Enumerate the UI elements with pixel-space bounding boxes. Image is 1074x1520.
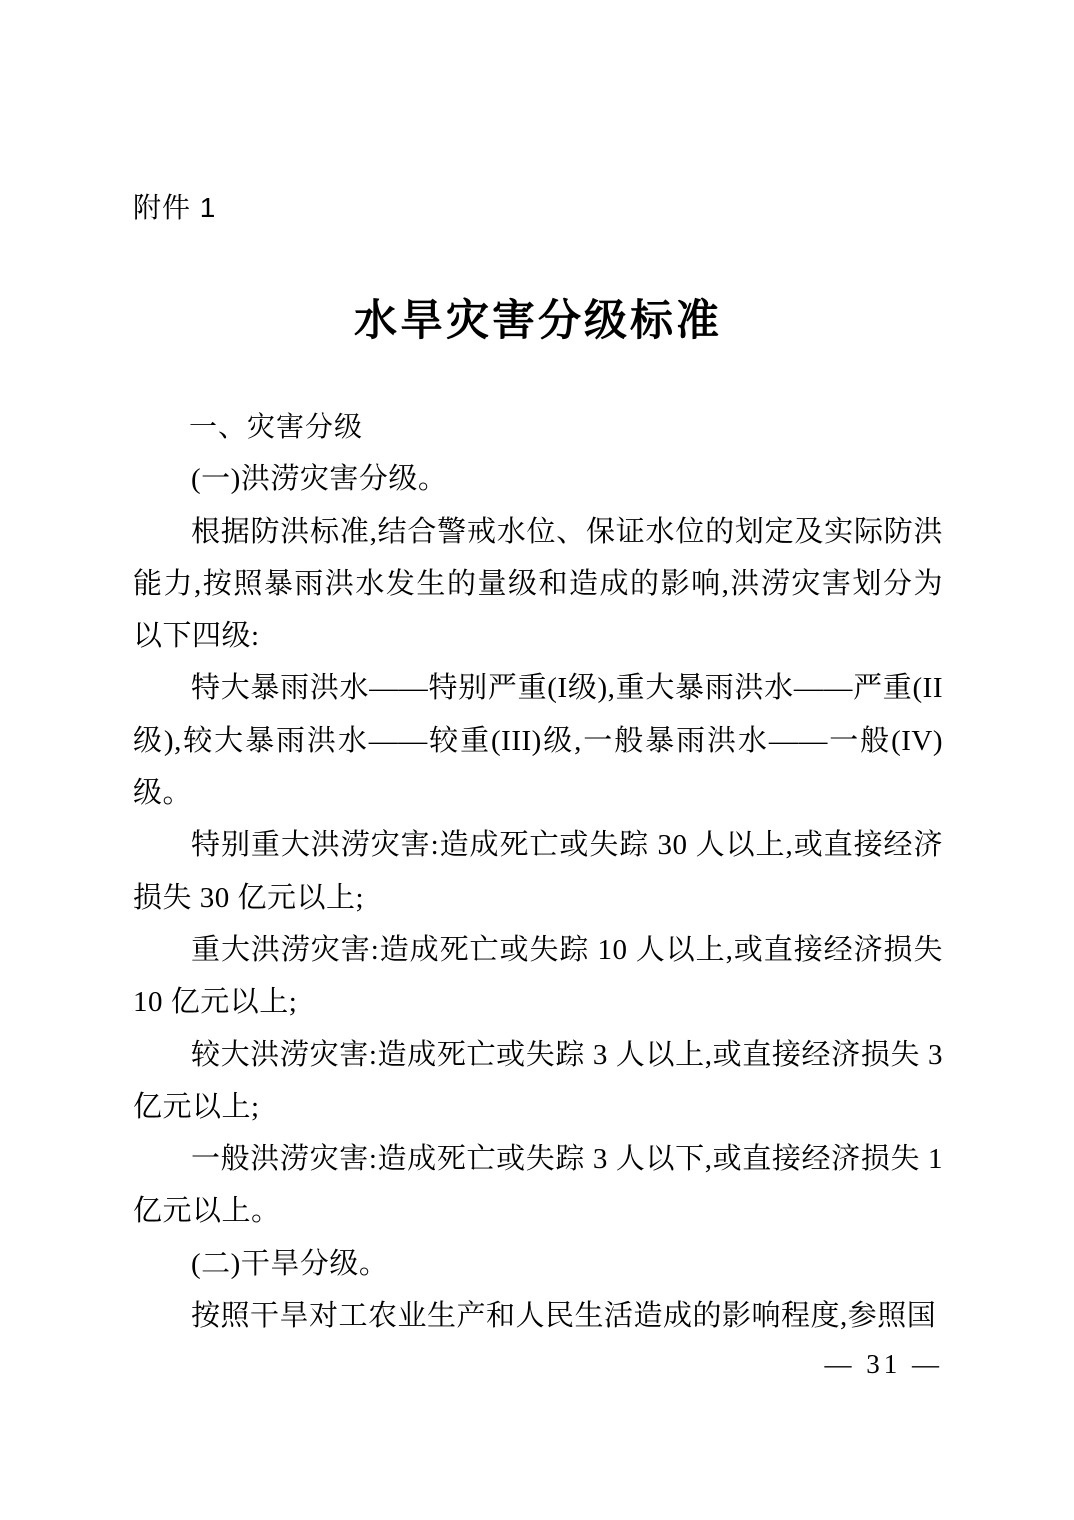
paragraph-drought-classification-basis: 按照干旱对工农业生产和人民生活造成的影响程度,参照国	[191, 1300, 937, 1333]
page-number: — 31 —	[824, 1349, 943, 1379]
paragraph-level2-criteria: 重大洪涝灾害:造成死亡或失踪 10 人以上,或直接经济损失 10 亿元以上;	[133, 933, 943, 1019]
section-heading-disaster-classification: 一、灾害分级	[189, 411, 364, 442]
paragraph-drought-classification-subheading: (二)干旱分级。	[191, 1247, 389, 1280]
document-content	[133, 0, 943, 1342]
document-body	[133, 401, 943, 1342]
paragraph-flood-classification-basis: 根据防洪标准,结合警戒水位、保证水位的划定及实际防洪能力,按照暴雨洪水发生的量级和造成的影响,洪涝灾害划分为以下四级:	[133, 515, 943, 653]
document-title: 水旱灾害分级标准	[354, 298, 722, 345]
attachment-label: 附件 1	[133, 192, 217, 223]
paragraph-flood-classification-subheading: (一)洪涝灾害分级。	[191, 463, 448, 496]
paragraph-flood-four-levels: 特大暴雨洪水——特别严重(I级),重大暴雨洪水——严重(II级),较大暴雨洪水——较重(III)级,一般暴雨洪水——一般(IV)级。	[133, 672, 943, 810]
paragraph-level3-criteria: 较大洪涝灾害:造成死亡或失踪 3 人以上,或直接经济损失 3 亿元以上;	[133, 1038, 943, 1123]
paragraph-level1-criteria: 特别重大洪涝灾害:造成死亡或失踪 30 人以上,或直接经济损失 30 亿元以上;	[133, 829, 943, 914]
paragraph-level4-criteria: 一般洪涝灾害:造成死亡或失踪 3 人以下,或直接经济损失 1 亿元以上。	[133, 1143, 943, 1228]
